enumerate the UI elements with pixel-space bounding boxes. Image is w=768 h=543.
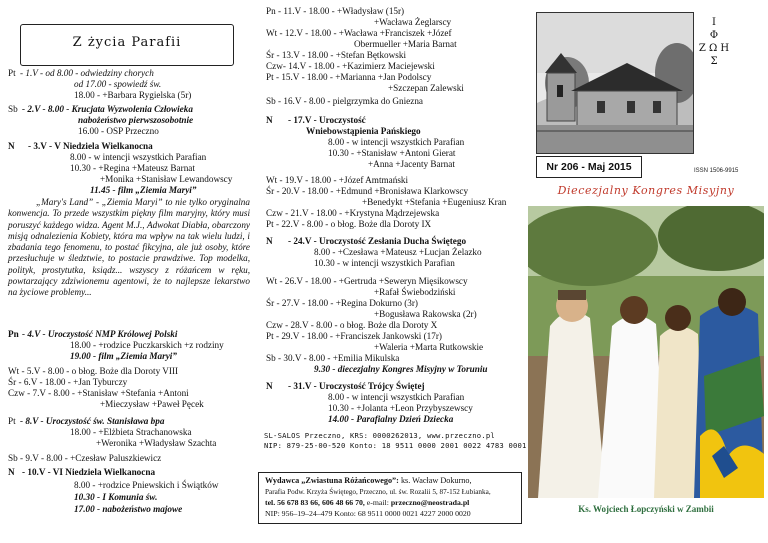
mission-illustration bbox=[528, 206, 764, 498]
entry-line: 18.00 - +rodzice Puczkarskich +z rodziny bbox=[70, 340, 224, 350]
entry-line: +Weronika +Władysław Szachta bbox=[96, 438, 217, 448]
entry-line: 14.00 - Parafialny Dzień Dziecka bbox=[328, 414, 454, 424]
publisher-box bbox=[258, 472, 522, 524]
entry-line: 8.00 - w intencji wszystkich Parafian bbox=[328, 137, 465, 147]
publisher-contact bbox=[265, 497, 469, 508]
entry-line: Czw - 7.V - 8.00 - +Stanisław +Stefania +Antoni bbox=[8, 388, 189, 398]
entry-text: Sb - 16.V - 8.00 - pielgrzymka do Gniezna bbox=[266, 96, 424, 106]
entry-line: Śr - 6.V - 18.00 - +Jan Tyburczy bbox=[8, 377, 128, 387]
entry-line: 9.30 - diecezjalny Kongres Misyjny w Toruniu bbox=[314, 364, 488, 374]
entry-line: Wt - 19.V - 18.00 - +Józef Amtmański bbox=[266, 175, 409, 185]
association-account: NIP: 879-25-00-520 Konto: 18 9511 0000 2001 0022 4783 0001 bbox=[264, 441, 527, 450]
church-illustration bbox=[537, 13, 693, 153]
entry-line: Obermueller +Maria Barnat bbox=[354, 39, 457, 49]
entry-line bbox=[22, 104, 193, 115]
entry-line: +Mieczysław +Paweł Pęcek bbox=[100, 399, 204, 409]
entry-line: +Benedykt +Stefania +Eugeniusz Kran bbox=[362, 197, 507, 207]
entry-line: Pt - 29.V - 18.00 - +Franciszek Jankowski (17r) bbox=[266, 331, 442, 341]
entry-line: od 17.00 - spowiedź św. bbox=[74, 79, 162, 89]
entry-line: Pt - 22.V - 8.00 - o błog. Boże dla Doroty IX bbox=[266, 219, 432, 229]
entry-line: - 8.V - Uroczystość św. Stanisława bpa bbox=[20, 416, 165, 426]
greek-letter: Φ bbox=[709, 30, 719, 41]
entry-line: Śr - 20.V - 18.00 - +Edmund +Bronisława Klarkowscy bbox=[266, 186, 469, 196]
email-link[interactable]: przeczno@neostrada.pl bbox=[390, 498, 470, 507]
entry-line: Sb - 9.V - 8.00 - +Czesław Paluszkiewicz bbox=[8, 453, 162, 463]
entry-line: 8.00 - +Czesława +Mateusz +Lucjan Żelazko bbox=[314, 247, 482, 257]
publisher-account: NIP: 956–19–24–479 Konto: 68 9511 0000 0021 4227 2000 0020 bbox=[265, 509, 471, 518]
film-description: „Mary's Land” - „Ziemia Maryi” to nie tylko oryginalna konwencja. To przede wszystkim piękny film maryjny, który musi poruszyć każdego widza. Agent M.J., Adwokat Diabła, obarczony misją odnalezienia Kobiety, która ma wpływ na tak wielu ludzi, i zbadania tego fenomenu, to postać fikcyjna, ale już osoby, które przesłuchuje w śledztwie, to postacie prawdziwe. Top modelka, polityk, prostytutka, ksiądz... wszyscy z różańcem w ręku, powtarzający zdziwionemu agentowi, że to najlepsze lekarstwo na życiowe problemy... bbox=[8, 197, 250, 298]
publisher-line bbox=[265, 475, 472, 486]
entry-line: Wniebowstąpienia Pańskiego bbox=[306, 126, 421, 136]
email-label: e-mail: bbox=[364, 498, 391, 507]
greek-letter: Ζ Ω Η bbox=[698, 43, 730, 54]
entry-line: Pt - 15.V - 18.00 - +Marianna +Jan Podolscy bbox=[266, 72, 432, 82]
day-label: Sb bbox=[8, 104, 18, 114]
entry-line: +Bogusława Rakowska (2r) bbox=[374, 309, 477, 319]
entry-line: 19.00 - film „Ziemia Maryi” bbox=[70, 351, 177, 361]
entry-line: 10.30 - +Regina +Mateusz Barnat bbox=[70, 163, 195, 173]
entry-line: - 10.V - VI Niedziela Wielkanocna bbox=[22, 467, 156, 477]
issue-number: Nr 206 - Maj 2015 bbox=[536, 156, 642, 178]
entry-line: +Rafał Świebodziński bbox=[374, 287, 456, 297]
entry-line: 18.00 - +Barbara Rygielska (5r) bbox=[74, 90, 192, 100]
title-box bbox=[20, 24, 234, 66]
entry-line: Sb - 30.V - 8.00 - +Emilia Mikulska bbox=[266, 353, 400, 363]
entry-line: 10.30 - +Jolanta +Leon Przybyszewscy bbox=[328, 403, 473, 413]
publisher-label: Wydawca „Zwiastuna Różańcowego”: bbox=[265, 476, 399, 485]
entry-line: Wt - 26.V - 18.00 - +Gertruda +Seweryn Mięsikowscy bbox=[266, 276, 468, 286]
issn: ISSN 1506-9915 bbox=[694, 168, 739, 174]
entry-line: 11.45 - film „Ziemia Maryi” bbox=[90, 185, 197, 195]
entry-line: Śr - 13.V - 18.00 - +Stefan Bętkowski bbox=[266, 50, 407, 60]
column-middle bbox=[258, 0, 527, 543]
entry-line: Wt - 5.V - 8.00 - o błog. Boże dla Doroty VIII bbox=[8, 366, 179, 376]
entry-line: +Monika +Stanisław Lewandowscy bbox=[100, 174, 233, 184]
entry-line: +Wacława Żeglarscy bbox=[374, 17, 452, 27]
day-label: N bbox=[266, 381, 273, 391]
day-label: N bbox=[8, 467, 15, 477]
entry-line: +Szczepan Zalewski bbox=[388, 83, 464, 93]
day-label: N bbox=[266, 115, 273, 125]
day-label: N bbox=[266, 236, 273, 246]
entry-line: nabożeństwo pierwszosobotnie bbox=[78, 115, 194, 125]
publisher-address: Parafia Podw. Krzyża Świętego, Przeczno, ul. św. Rozalii 5, 87-152 Łubianka, bbox=[265, 488, 491, 496]
entry-line: Wt - 12.V - 18.00 - +Wacława +Franciszek +Józef bbox=[266, 28, 452, 38]
entry-line: - 31.V - Uroczystość Trójcy Świętej bbox=[288, 381, 425, 391]
entry-text: - 2.V - 8.00 - Krucjata Wyzwolenia Człowieka bbox=[22, 104, 193, 114]
entry-line: 10.30 - +Stanisław +Antoni Gierat bbox=[328, 148, 456, 158]
column-left bbox=[0, 0, 256, 543]
entry-line: 17.00 - nabożeństwo majowe bbox=[74, 504, 183, 514]
entry-line: +Waleria +Marta Rutkowskie bbox=[374, 342, 484, 352]
entry-line: 8.00 - w intencji wszystkich Parafian bbox=[328, 392, 465, 402]
entry-line bbox=[266, 96, 423, 107]
mission-photo bbox=[528, 206, 764, 498]
day-label: Pt bbox=[8, 416, 16, 426]
congress-banner: Diecezjalny Kongres Misyjny bbox=[557, 184, 735, 197]
page-title: Z życia Parafii bbox=[72, 35, 182, 50]
day-label: Pn bbox=[8, 329, 19, 339]
entry-line: - 17.V - Uroczystość bbox=[288, 115, 366, 125]
entry-line: +Anna +Jacenty Barnat bbox=[368, 159, 455, 169]
church-photo bbox=[536, 12, 694, 154]
photo-caption: Ks. Wojciech Łopczyński w Zambii bbox=[578, 504, 714, 514]
publisher-name: ks. Wacław Dokurno, bbox=[398, 476, 472, 485]
entry-line: Czw- 14.V - 18.00 - +Kazimierz Maciejewski bbox=[266, 61, 435, 71]
greek-letter: Σ bbox=[710, 56, 718, 67]
entry-line: - 3.V - V Niedziela Wielkanocna bbox=[28, 141, 153, 151]
entry-line: 10.30 - I Komunia św. bbox=[74, 492, 158, 502]
entry-line: - 4.V - Uroczystość NMP Królowej Polski bbox=[22, 329, 178, 339]
greek-letter: Ι bbox=[712, 17, 716, 28]
entry-line: - 24.V - Uroczystość Zesłania Ducha Świętego bbox=[288, 236, 467, 246]
entry-line: 8.00 - w intencji wszystkich Parafian bbox=[70, 152, 207, 162]
entry-line: Śr - 27.V - 18.00 - +Regina Dokurno (3r) bbox=[266, 298, 418, 308]
entry-line: Czw - 21.V - 18.00 - +Krystyna Mądrzejewska bbox=[266, 208, 440, 218]
entry-line: 10.30 - w intencji wszystkich Parafian bbox=[314, 258, 455, 268]
entry-line: Czw - 28.V - 8.00 - o błog. Boże dla Doroty X bbox=[266, 320, 438, 330]
entry-line: 18.00 - +Elżbieta Strachanowska bbox=[70, 427, 192, 437]
publisher-phone: tel. 56 678 83 66, 606 48 66 70, bbox=[265, 498, 365, 507]
day-label: Pt bbox=[8, 68, 16, 78]
entry-line: Pn - 11.V - 18.00 - +Władysław (15r) bbox=[266, 6, 405, 16]
entry-line: 16.00 - OSP Przeczno bbox=[78, 126, 159, 136]
entry-line: 8.00 - +rodzice Pniewskich i Świątków bbox=[74, 480, 219, 490]
association-info: SL-SALOS Przeczno, KRS: 0000262013, www.przeczno.pl bbox=[264, 431, 495, 440]
chi-rho-symbol bbox=[696, 16, 732, 68]
entry-line: - 1.V - od 8.00 - odwiedziny chorych bbox=[20, 68, 154, 78]
day-label: N bbox=[8, 141, 15, 151]
